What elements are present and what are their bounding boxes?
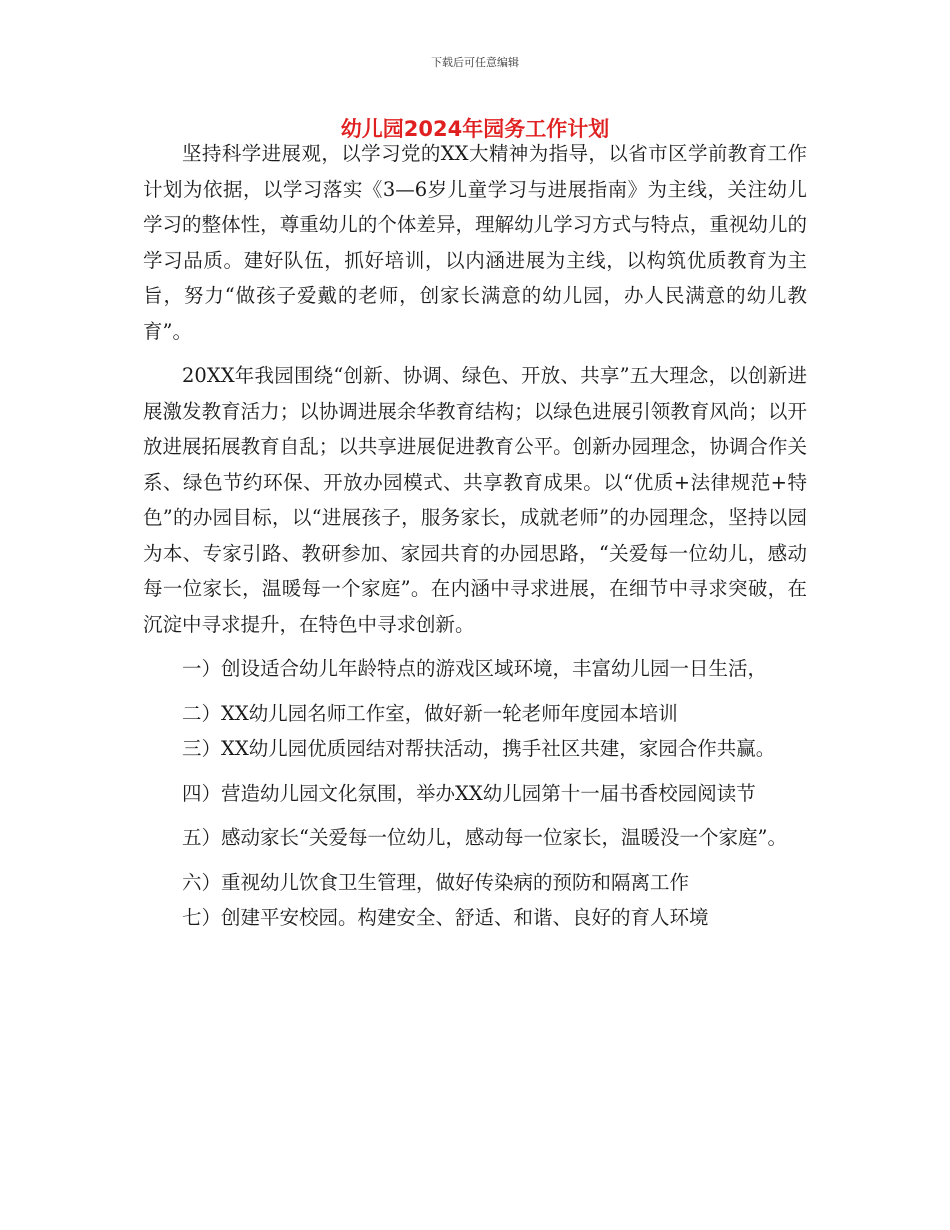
page-header: 下载后可任意编辑 [431, 56, 519, 69]
list-item-6: 六）重视幼儿饮食卫生管理，做好传染病的预防和隔离工作 [182, 870, 690, 894]
list-item-7: 七）创建平安校园。构建安全、舒适、和谐、良好的育人环境 [182, 906, 709, 929]
document-body [143, 136, 807, 936]
list-item-5: 五）感动家长“关爱每一位幼儿，感动每一位家长，温暖没一个家庭”。 [182, 826, 787, 849]
intro-paragraph: 坚持科学进展观，以学习党的XX大精神为指导，以省市区学前教育工作计划为依据，以学习落实《3—6岁儿童学习与进展指南》为主线，关注幼儿学习的整体性，尊重幼儿的个体差异，理解幼儿学习方式与特点，重视幼儿的学习品质。建好队伍，抓好培训，以内涵进展为主线，以构筑优质教育为主旨，努力“做孩子爱戴的老师，创家长满意的幼儿园，办人民满意的幼儿教育”。 [143, 142, 807, 343]
list-item-1: 一）创设适合幼儿年龄特点的游戏区域环境，丰富幼儿园一日生活， [182, 657, 768, 680]
list-item-2: 二）XX幼儿园名师工作室，做好新一轮老师年度园本培训 [182, 701, 678, 725]
document-title: 幼儿园2024年园务工作计划 [340, 117, 610, 141]
concept-paragraph: 20XX年我园围绕“创新、协调、绿色、开放、共享”五大理念，以创新进展激发教育活力；以协调进展余华教育结构；以绿色进展引领教育风尚；以开放进展拓展教育自乱；以共享进展促进教育公平。创新办园理念，协调合作关系、绿色节约环保、开放办园模式、共享教育成果。以“优质+法律规范+特色”的办园目标，以“进展孩子，服务家长，成就老师”的办园理念，坚持以园为本、专家引路、教研参加、家园共育的办园思路，“关爱每一位幼儿，感动每一位家长，温暖每一个家庭”。在内涵中寻求进展，在细节中寻求突破，在沉淀中寻求提升，在特色中寻求创新。 [143, 364, 807, 636]
list-item-3: 三）XX幼儿园优质园结对帮扶活动，携手社区共建，家园合作共赢。 [182, 737, 776, 760]
list-item-4: 四）营造幼儿园文化氛围，举办XX幼儿园第十一届书香校园阅读节 [182, 781, 756, 805]
